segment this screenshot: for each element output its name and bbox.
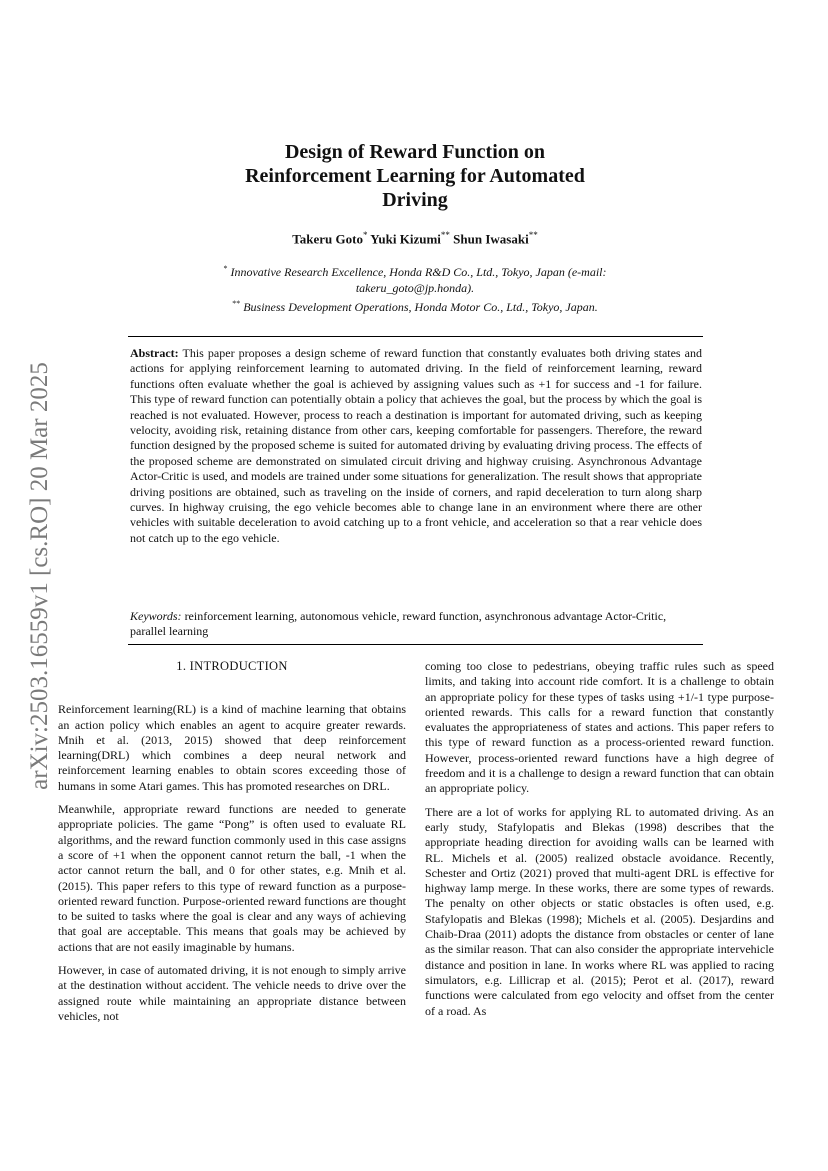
affiliation-text: Innovative Research Excellence, Honda R&D Co., Ltd., Tokyo, Japan (e-mail: takeru_goto@jp.honda). xyxy=(230,265,607,295)
author-mark: * xyxy=(362,230,368,240)
keywords xyxy=(130,609,702,640)
top-rule xyxy=(128,336,703,337)
affiliation-1 xyxy=(190,261,640,296)
title-line: Driving xyxy=(382,189,448,211)
bottom-rule xyxy=(128,644,703,645)
paragraph: There are a lot of works for applying RL to automated driving. As an early study, Stafylopatis and Blekas (1998) describes that the appropriate heading direction for avoiding walls can be learned with RL. Michels et al. (2005) realized obstacle avoidance. Recently, Schester and Ortiz (2021) proved that multi-agent DRL is effective for highway lamp merge. In these works, there are some types of rewards. The penalty on other objects or static obstacles is often used, e.g. Stafylopatis and Blekas (1998); Michels et al. (2005). Desjardins and Chaib-Draa (2011) adopts the distance from obstacles or center of lane as the similar reason. That can also consider the appropriate intervehicle distance and position in lane. In works where RL was applied to racing simulators, e.g. Lillicrap et al. (2015); Perot et al. (2017), reward functions were calculated from ego velocity and offset from the center of a road. As xyxy=(425,804,774,1018)
paragraph: Reinforcement learning(RL) is a kind of machine learning that obtains an action policy which enables an agent to acquire greater rewards. Mnih et al. (2013, 2015) showed that deep reinforcement learning(DRL) which combines a deep neural network and reinforcement learning enables to obtain scores exceeding those of humans in some Atari games. This has promoted researches on DRL. xyxy=(58,702,406,793)
paragraph: coming too close to pedestrians, obeying traffic rules such as speed limits, and taking into account ride comfort. It is a challenge to obtain an appropriate policy for these types of tasks using +1/-1 type purpose-oriented rewards. This calls for a reward function that constantly evaluates the appropriateness of states and actions. This paper refers to this type of reward function as a process-oriented reward function. However, process-oriented reward functions have a high degree of freedom and it is a challenge to design a reward function that can obtain an appropriate policy. xyxy=(425,659,774,796)
abstract xyxy=(130,346,702,546)
author-mark: ** xyxy=(528,230,538,240)
author-mark: ** xyxy=(440,230,450,240)
keywords-text: reinforcement learning, autonomous vehicle, reward function, asynchronous advantage Actor-Critic, parallel learning xyxy=(130,609,667,639)
paragraph: Meanwhile, appropriate reward functions are needed to generate appropriate policies. The game “Pong” is often used to evaluate RL algorithms, and the reward function commonly used in this case assigns a score of +1 when the opponent cannot return the ball, -1 when the actor cannot return the ball, and 0 for other states, e.g. Mnih et al. (2015). This paper refers to this type of reward function as a purpose-oriented reward function. Purpose-oriented reward functions are thought to be suited to tasks where the goal is clear and any ways of achieving that goal are acceptable. This means that goals may be achieved by actions that are not easily imaginable by humans. xyxy=(58,802,406,954)
section-heading: 1. INTRODUCTION xyxy=(176,659,288,673)
right-column xyxy=(425,659,774,1027)
author-name: Takeru Goto xyxy=(292,231,363,247)
author-name: Yuki Kizumi xyxy=(370,231,441,247)
abstract-text: This paper proposes a design scheme of reward function that constantly evaluates both driving states and actions for applying reinforcement learning to automated driving. In the field of reinforcement learning, reward functions often evaluate whether the goal is achieved by assigning values such as +1 for success and -1 for failure. This type of reward function can potentially obtain a policy that achieves the goal, but the process by which the goal is reached is not evaluated. However, process to reach a destination is important for automated driving, such as keeping velocity, avoiding risk, retaining distance from other cars, keeping comfortable for passengers. Therefore, the reward function designed by the proposed scheme is suited for automated driving by evaluating driving process. The effects of the proposed scheme are demonstrated on simulated circuit driving and highway cruising. Asynchronous Advantage Actor-Critic is used, and models are trained under some situations for generalization. The result shows that appropriate driving positions are obtained, such as traveling on the inside of corners, and rapid deceleration to turn along sharp curves. In highway cruising, the ego vehicle becomes able to change lane in an environment where there are other vehicles with suitable deceleration to avoid catching up to a front vehicle, and acceleration so that a rear vehicle does not catch up to the ego vehicle. xyxy=(130,346,702,545)
title-line: Design of Reward Function on xyxy=(284,141,545,163)
paper-title xyxy=(180,140,650,212)
abstract-label: Abstract: xyxy=(130,346,179,360)
arxiv-identifier-text: arXiv:2503.16559v1 [cs.RO] 20 Mar 2025 xyxy=(26,362,53,790)
author-list xyxy=(130,230,700,247)
affiliation-2 xyxy=(190,296,640,315)
affiliation-mark: ** xyxy=(232,299,241,308)
affiliation-mark: * xyxy=(223,264,228,273)
affiliations xyxy=(190,261,640,315)
left-column xyxy=(58,659,406,1032)
title-line: Reinforcement Learning for Automated xyxy=(245,165,585,187)
author-name: Shun Iwasaki xyxy=(453,231,529,247)
keywords-label: Keywords: xyxy=(130,609,182,623)
paragraph: However, in case of automated driving, it is not enough to simply arrive at the destination without accident. The vehicle needs to drive over the assigned route while maintaining an appropriate distance between vehicles, not xyxy=(58,963,406,1023)
affiliation-text: Business Development Operations, Honda Motor Co., Ltd., Tokyo, Japan. xyxy=(243,300,598,314)
arxiv-identifier xyxy=(18,332,62,820)
